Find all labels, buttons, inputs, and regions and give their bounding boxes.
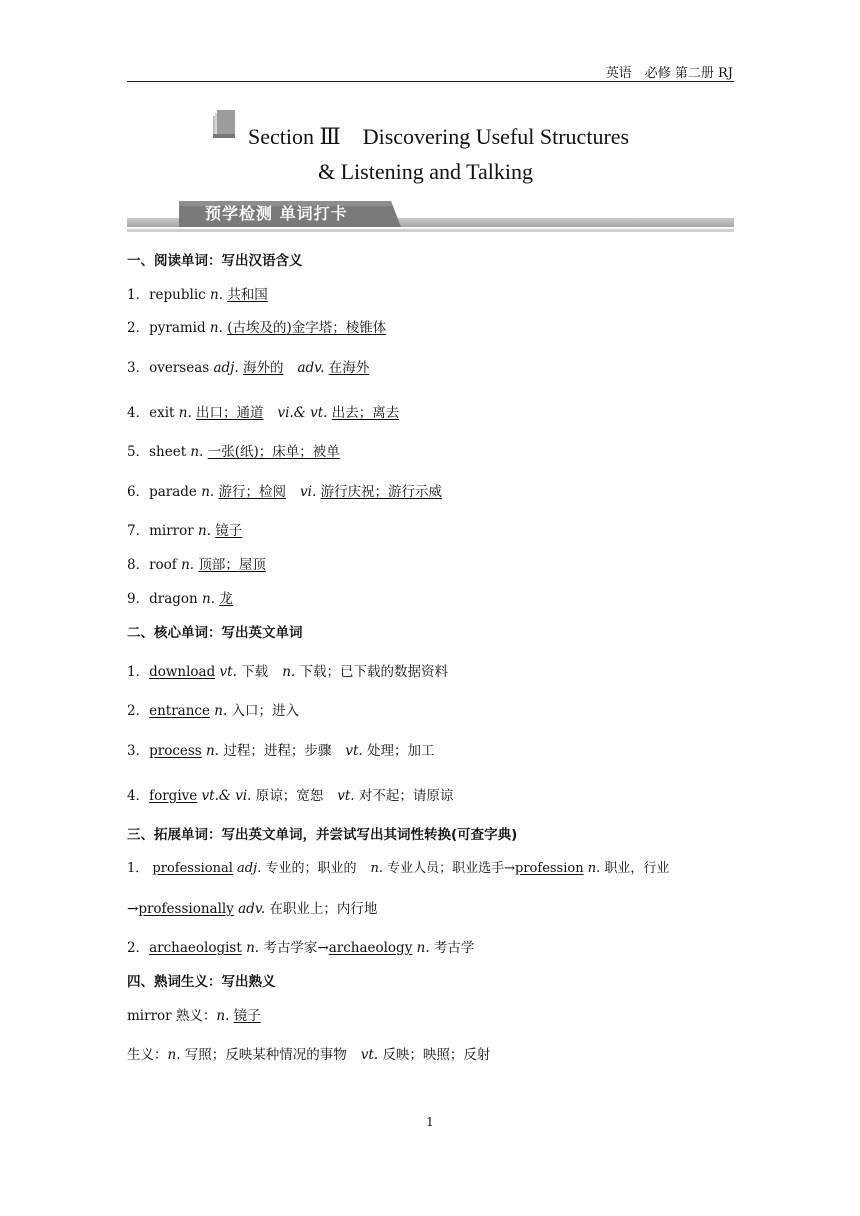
list-item: 2．entrance n. 入口；进入 [127,703,300,719]
answer: 在海外 [328,360,370,376]
answer: 出去；离去 [331,405,400,421]
answer: 镜子 [233,1008,261,1024]
answer: 海外的 [242,360,284,376]
answer: 游行；检阅 [218,484,287,500]
answer: professional [152,861,233,876]
header-rule [127,81,734,82]
answer: (古埃及的)金字塔；棱锥体 [227,320,387,336]
answer: 共和国 [227,287,268,303]
list-item: 1． professional adj. 专业的；职业的 n. 专业人员；职业选手→profession n. 职业，行业 [127,861,670,876]
answer: process [149,743,202,759]
list-item: 3．process n. 过程；进程；步骤 vt. 处理；加工 [127,743,435,759]
book-icon [210,110,238,140]
answer: download [149,664,216,680]
title-line-2: & Listening and Talking [318,159,533,184]
banner-underline [127,229,734,232]
list-item: 1．republic n. 共和国 [127,287,268,303]
list-item: 1．download vt. 下载 n. 下载；已下载的数据资料 [127,664,448,680]
section-3-heading: 三、拓展单词：写出英文单词，并尝试写出其词性转换(可查字典) [127,827,518,843]
answer: profession [515,861,584,876]
section-4-heading: 四、熟词生义：写出熟义 [127,974,276,990]
answer: entrance [149,703,210,719]
list-item: 生义：n. 写照；反映某种情况的事物 vt. 反映；映照；反射 [127,1047,491,1063]
list-item: 5．sheet n. 一张(纸)；床单；被单 [127,444,340,460]
list-item: 4．forgive vt.& vi. 原谅；宽恕 vt. 对不起；请原谅 [127,788,454,804]
list-item: 4．exit n. 出口；通道 vi.& vt. 出去；离去 [127,405,400,421]
answer: 龙 [219,591,233,607]
banner-text: 预学检测 单词打卡 [205,204,348,223]
list-item: 8．roof n. 顶部；屋顶 [127,557,266,573]
page-number: 1 [426,1115,434,1129]
list-item-continued: →professionally adv. 在职业上；内行地 [127,901,378,917]
title-line-1: Section Ⅲ Discovering Useful Structures [248,124,630,149]
answer: 顶部；屋顶 [198,557,266,573]
list-item: 3．overseas adj. 海外的 adv. 在海外 [127,360,370,376]
list-item: 9．dragon n. 龙 [127,591,233,607]
answer: archaeologist [149,940,242,956]
answer: 镜子 [215,523,243,539]
section-banner [127,199,734,235]
answer: 一张(纸)；床单；被单 [207,444,340,460]
list-item: 6．parade n. 游行；检阅 vi. 游行庆祝；游行示威 [127,484,443,500]
answer: archaeology [328,940,413,956]
answer: 游行庆祝；游行示威 [320,484,443,500]
answer: forgive [149,788,198,804]
list-item: 2．pyramid n. (古埃及的)金字塔；棱锥体 [127,320,387,336]
section-2-heading: 二、核心单词：写出英文单词 [127,625,303,641]
answer: professionally [138,901,234,917]
list-item: mirror 熟义：n. 镜子 [127,1008,261,1024]
answer: 出口；通道 [196,405,264,421]
section-1-heading: 一、阅读单词：写出汉语含义 [127,253,303,269]
list-item: 2．archaeologist n. 考古学家→archaeology n. 考古学 [127,940,475,956]
list-item: 7．mirror n. 镜子 [127,523,243,539]
running-header: 英语 必修 第二册 RJ [605,66,733,81]
